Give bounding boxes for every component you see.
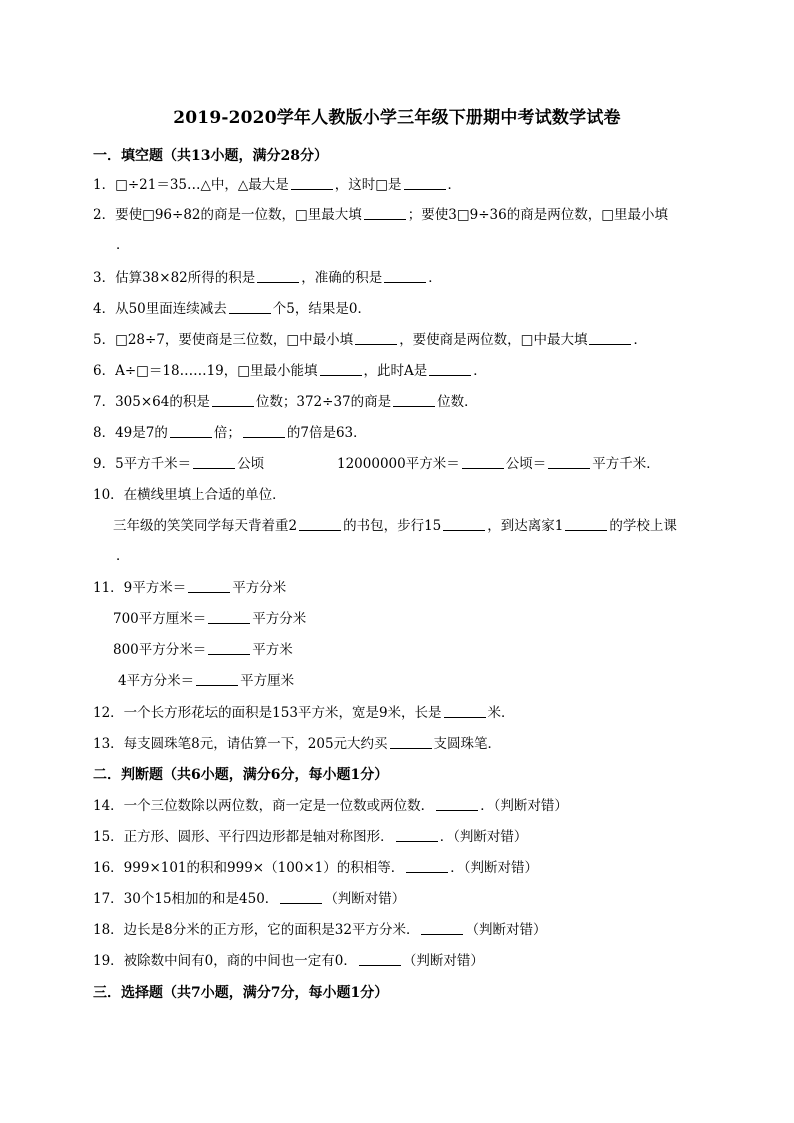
question-10-end: ．	[116, 548, 130, 564]
question-text: 平方千米．	[592, 456, 660, 472]
answer-blank[interactable]	[443, 516, 485, 531]
question-text: ，此时A是	[363, 363, 428, 379]
answer-blank[interactable]	[188, 578, 230, 593]
question-text: 平方米	[252, 642, 293, 658]
question-text: ，到达离家1	[487, 518, 564, 534]
exam-title: 2019-2020学年人教版小学三年级下册期中考试数学试卷	[173, 108, 621, 128]
answer-blank[interactable]	[364, 205, 406, 220]
answer-blank[interactable]	[170, 423, 212, 438]
question-text: ，要使商是两位数，□中最大填	[399, 332, 588, 348]
question-19	[93, 951, 484, 971]
question-text: 米．	[487, 705, 515, 721]
question-9-part-2	[337, 454, 660, 474]
answer-blank[interactable]	[280, 889, 322, 904]
section-true-false-heading: 二．判断题（共6小题，满分6分，每小题1分）	[93, 767, 389, 783]
question-text: 位数．	[437, 394, 478, 410]
question-text: 支圆珠笔．	[433, 736, 502, 752]
question-1	[93, 175, 461, 195]
question-3	[93, 268, 442, 288]
question-text: 倍；	[213, 425, 241, 441]
question-7	[93, 392, 478, 412]
question-8	[93, 423, 367, 443]
question-text: ．	[473, 363, 487, 379]
question-13	[93, 734, 501, 754]
answer-blank[interactable]	[421, 920, 463, 935]
answer-blank[interactable]	[406, 858, 448, 873]
question-12	[93, 703, 515, 723]
section-fill-in-heading: 一．填空题（共13小题，满分28分）	[93, 148, 328, 164]
question-text: 18．边长是8分米的正方形，它的面积是32平方分米．	[93, 922, 420, 938]
question-text: （判断对错）	[324, 891, 406, 907]
answer-blank[interactable]	[436, 796, 478, 811]
answer-blank[interactable]	[257, 268, 299, 283]
answer-blank[interactable]	[229, 299, 271, 314]
question-10: 10．在横线里填上合适的单位．	[93, 487, 286, 503]
question-17	[93, 889, 405, 909]
question-text: ，这时□是	[334, 177, 402, 193]
question-text: 9．5平方千米＝	[93, 456, 192, 472]
answer-blank[interactable]	[404, 175, 446, 190]
question-2-end: ．	[116, 237, 130, 253]
question-text: 位数；372÷37的商是	[255, 394, 392, 410]
question-text: 3．估算38×82所得的积是	[93, 270, 256, 286]
question-11	[93, 578, 286, 598]
question-text: 4．从50里面连续减去	[93, 301, 227, 317]
answer-blank[interactable]	[299, 516, 341, 531]
question-text: ．	[633, 332, 647, 348]
question-text: ，准确的积是	[301, 270, 383, 286]
answer-blank[interactable]	[243, 423, 285, 438]
question-text: （判断对错）	[465, 922, 547, 938]
question-6	[93, 361, 487, 381]
answer-blank[interactable]	[196, 671, 238, 686]
question-text: 公顷	[237, 456, 265, 472]
section-multiple-choice-heading: 三．选择题（共7小题，满分7分，每小题1分）	[93, 985, 389, 1001]
question-2	[93, 205, 668, 225]
question-text: 800平方分米＝	[113, 642, 207, 658]
question-16	[93, 858, 538, 878]
question-text: 的学校上课	[609, 518, 677, 534]
question-text: ；要使3□9÷36的商是两位数，□里最小填	[407, 207, 668, 223]
answer-blank[interactable]	[548, 454, 590, 469]
question-18	[93, 920, 546, 940]
question-14	[93, 796, 568, 816]
answer-blank[interactable]	[208, 609, 250, 624]
question-text: 19．被除数中间有0，商的中间也一定有0．	[93, 953, 357, 969]
question-text: 7．305×64的积是	[93, 394, 210, 410]
answer-blank[interactable]	[390, 734, 432, 749]
question-text: 12000000平方米＝	[337, 456, 460, 472]
question-text: 12．一个长方形花坛的面积是153平方米，宽是9米，长是	[93, 705, 442, 721]
question-10-sentence	[113, 516, 677, 536]
question-text: 平方分米	[232, 580, 287, 596]
answer-blank[interactable]	[393, 392, 435, 407]
question-text: 平方分米	[252, 611, 307, 627]
question-text: 16．999×101的积和999×（100×1）的积相等．	[93, 860, 405, 876]
question-5	[93, 330, 647, 350]
answer-blank[interactable]	[355, 330, 397, 345]
question-text: 8．49是7的	[93, 425, 168, 441]
question-9	[93, 454, 264, 474]
question-text: （判断对错）	[402, 953, 484, 969]
answer-blank[interactable]	[384, 268, 426, 283]
question-text: 17．30个15相加的和是450．	[93, 891, 279, 907]
question-text: 6．A÷□＝18……19，□里最小能填	[93, 363, 318, 379]
question-text: 个5，结果是0．	[272, 301, 371, 317]
question-text: ．（判断对错）	[450, 860, 539, 876]
question-text: 1．□÷21＝35…△中，△最大是	[93, 177, 289, 193]
question-text: 5．□28÷7，要使商是三位数，□中最小填	[93, 332, 354, 348]
question-text: 平方厘米	[240, 673, 295, 689]
question-11-line-2	[113, 609, 306, 629]
question-text: 2．要使□96÷82的商是一位数，□里最大填	[93, 207, 362, 223]
question-text: ．	[428, 270, 442, 286]
question-text: 4平方分米＝	[118, 673, 195, 689]
question-11-line-4	[118, 671, 294, 691]
question-11-line-3	[113, 640, 293, 660]
question-text: 14．一个三位数除以两位数，商一定是一位数或两位数．	[93, 798, 435, 814]
answer-blank[interactable]	[359, 951, 401, 966]
answer-blank[interactable]	[444, 703, 486, 718]
answer-blank[interactable]	[462, 454, 504, 469]
answer-blank[interactable]	[208, 640, 250, 655]
question-text: 15．正方形、圆形、平行四边形都是轴对称图形．	[93, 829, 394, 845]
answer-blank[interactable]	[565, 516, 607, 531]
answer-blank[interactable]	[320, 361, 362, 376]
question-15	[93, 827, 527, 847]
answer-blank[interactable]	[212, 392, 254, 407]
question-text: 的7倍是63．	[286, 425, 367, 441]
question-text: 700平方厘米＝	[113, 611, 207, 627]
answer-blank[interactable]	[396, 827, 438, 842]
question-text: 11．9平方米＝	[93, 580, 187, 596]
question-text: 13．每支圆珠笔8元，请估算一下，205元大约买	[93, 736, 388, 752]
answer-blank[interactable]	[589, 330, 631, 345]
question-text: ．	[447, 177, 462, 193]
question-text: ．（判断对错）	[439, 829, 528, 845]
question-text: 三年级的笑笑同学每天背着重2	[113, 518, 298, 534]
answer-blank[interactable]	[429, 361, 471, 376]
answer-blank[interactable]	[291, 175, 333, 190]
question-text: ．（判断对错）	[480, 798, 568, 814]
answer-blank[interactable]	[193, 454, 235, 469]
question-text: 公顷＝	[505, 456, 547, 472]
question-4	[93, 299, 371, 319]
question-text: 的书包，步行15	[343, 518, 442, 534]
